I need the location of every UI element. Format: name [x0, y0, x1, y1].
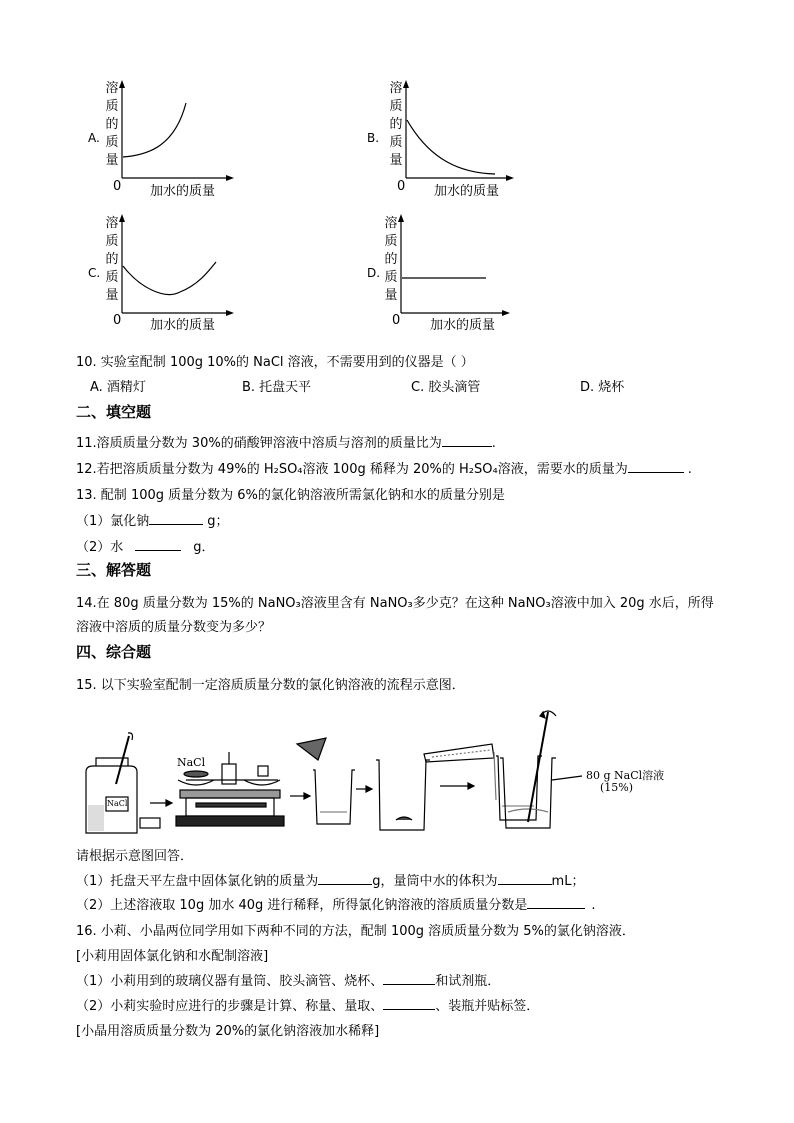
q15-part2: （2）上述溶液取 10g 加水 40g 进行稀释，所得氯化钠溶液的溶质质量分数是 . — [76, 894, 596, 913]
section-heading-fill-in: 二、填空题 — [76, 403, 152, 421]
arrow-icon — [356, 786, 372, 792]
origin-label: 0 — [113, 179, 122, 194]
q16-part1: （1）小莉用到的玻璃仪器有量筒、胶头滴管、烧杯、 和试剂瓶． — [76, 970, 500, 989]
graph-letter: C. — [88, 266, 101, 280]
q12-text: 12.若把溶质质量分数为 49%的 H₂SO₄溶液 100g 稀释为 20%的 H₂SO₄溶液，需要水的质量为 — [76, 462, 628, 477]
y-axis-label: 溶 质 的 质 量 — [384, 216, 398, 303]
q15-part1: （1）托盘天平左盘中固体氯化钠的质量为 g，量筒中水的体积为 mL； — [76, 870, 584, 889]
graph-letter: B. — [367, 131, 380, 145]
arrow-icon — [150, 800, 172, 806]
solution-percent: (15%) — [600, 781, 634, 794]
y-axis-label: 溶 质 的 质 量 — [389, 81, 403, 168]
section-heading-answer: 三、解答题 — [76, 561, 152, 579]
q10-option-c: C. 胶头滴管 — [411, 380, 481, 395]
answer-blank[interactable] — [527, 895, 585, 909]
stirring-beaker-icon — [500, 711, 582, 828]
origin-label: 0 — [392, 313, 401, 328]
q14-line1: 14.在 80g 质量分数为 15%的 NaNO₃溶液里含有 NaNO₃多少克？在这种 NaNO₃溶液中加入 20g 水后，所得 — [76, 596, 714, 611]
x-axis-label: 加水的质量 — [150, 318, 216, 333]
graph-letter: D. — [367, 266, 381, 280]
reagent-jar-icon — [86, 733, 160, 833]
x-axis-label: 加水的质量 — [430, 318, 496, 333]
solution-label: 80 g NaCl溶液 — [586, 769, 665, 782]
arrow-icon — [290, 793, 310, 799]
answer-blank[interactable] — [498, 871, 552, 885]
q10-option-d: D. 烧杯 — [580, 380, 625, 395]
q16-subheading-1: [小莉用固体氯化钠和水配制溶液] — [76, 949, 269, 964]
nacl-label: NaCl — [177, 756, 206, 769]
y-axis-label: 溶 质 的 质 量 — [105, 216, 119, 303]
q16-subheading-2: [小晶用溶质质量分数为 20%的氯化钠溶液加水稀释] — [76, 1024, 380, 1039]
q13-part1: （1）氯化钠 g； — [76, 510, 229, 529]
q13-part2: （2）水 g． — [76, 536, 215, 555]
beaker-icon — [376, 760, 430, 830]
q15-answer-prompt: 请根据示意图回答． — [76, 849, 194, 864]
x-axis-label: 加水的质量 — [150, 184, 216, 199]
answer-blank[interactable] — [383, 996, 435, 1010]
answer-blank[interactable] — [383, 971, 435, 985]
graduated-cylinder-icon — [424, 744, 494, 762]
q14-line2: 溶液中溶质的质量分数变为多少？ — [76, 620, 272, 635]
q15-stem: 15. 以下实验室配制一定溶质质量分数的氯化钠溶液的流程示意图． — [76, 678, 465, 693]
answer-blank[interactable] — [318, 871, 372, 885]
x-axis-label: 加水的质量 — [434, 184, 500, 199]
section-heading-comprehensive: 四、综合题 — [76, 643, 152, 661]
q10-option-a: A. 酒精灯 — [90, 380, 146, 395]
q16-part2: （2）小莉实验时应进行的步骤是计算、称量、量取、 、装瓶并贴标签． — [76, 995, 539, 1014]
q11-text: 11.溶质质量分数为 30%的硝酸钾溶液中溶质与溶剂的质量比为 — [76, 436, 442, 451]
q10-stem: 10. 实验室配制 100g 10%的 NaCl 溶液，不需要用到的仪器是（ ） — [76, 355, 474, 370]
q10-option-b: B. 托盘天平 — [242, 380, 312, 395]
q11-end: . — [491, 436, 496, 451]
nacl-jar-label: NaCl — [107, 799, 128, 808]
beaker-icon — [297, 738, 355, 824]
graph-letter: A. — [88, 131, 100, 145]
q13-stem: 13. 配制 100g 质量分数为 6%的氯化钠溶液所需氯化钠和水的质量分别是 — [76, 488, 505, 503]
y-axis-label: 溶 质 的 质 量 — [105, 81, 119, 168]
q12-end: . — [687, 462, 692, 477]
q16-stem: 16. 小莉、小晶两位同学用如下两种不同的方法，配制 100g 溶质质量分数为 5%的氯化钠溶液． — [76, 924, 635, 939]
arrow-icon — [440, 783, 474, 789]
origin-label: 0 — [113, 313, 122, 328]
origin-label: 0 — [397, 179, 406, 194]
